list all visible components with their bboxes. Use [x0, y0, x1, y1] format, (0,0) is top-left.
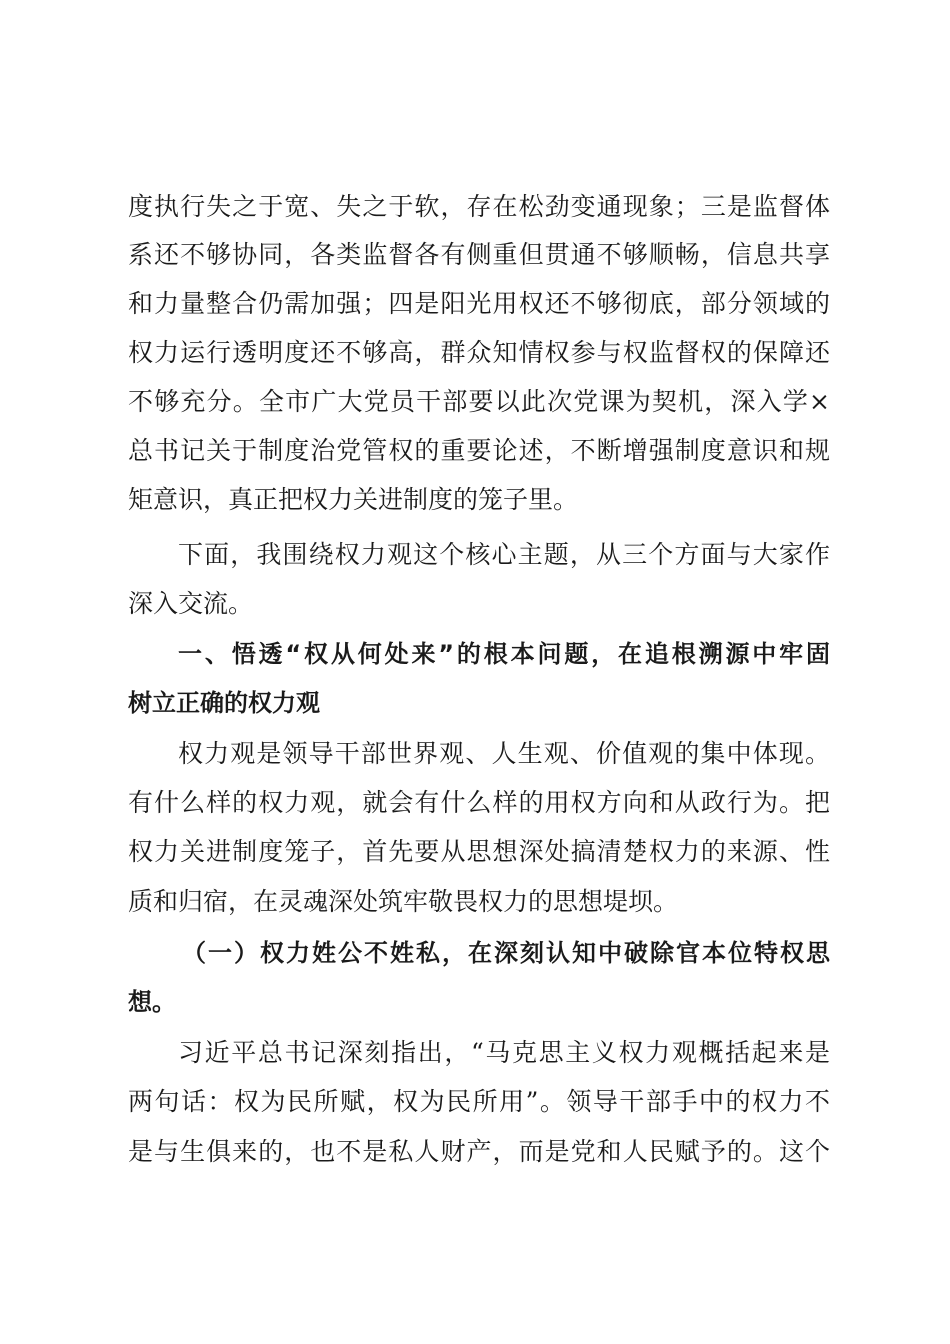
paragraph-first-line: 下面，我围绕权力观这个核心主题，从三个方面与大家作: [178, 540, 830, 569]
text-line: 矩意识，真正把权力关进制度的笼子里。: [128, 485, 579, 514]
section-heading-continued: 树立正确的权力观: [128, 689, 320, 717]
text-line: 深入交流。: [128, 589, 254, 618]
paragraph-first-line: 权力观是领导干部世界观、人生观、价值观的集中体现。: [178, 739, 830, 768]
subsection-heading-continued: 想。: [128, 988, 176, 1016]
text-line: 度执行失之于宽、失之于软，存在松劲变通现象；三是监督体: [128, 192, 830, 221]
text-line: 权力运行透明度还不够高，群众知情权参与权监督权的保障还: [128, 338, 830, 367]
text-line: 和力量整合仍需加强；四是阳光用权还不够彻底，部分领域的: [128, 289, 830, 318]
text-line: 有什么样的权力观，就会有什么样的用权方向和从政行为。把: [128, 788, 830, 817]
text-line: 不够充分。全市广大党员干部要以此次党课为契机，深入学×: [128, 387, 830, 416]
text-line: 总书记关于制度治党管权的重要论述，不断增强制度意识和规: [128, 436, 830, 465]
text-line: 系还不够协同，各类监督各有侧重但贯通不够顺畅，信息共享: [128, 240, 830, 269]
text-line: 两句话：权为民所赋，权为民所用”。领导干部手中的权力不: [128, 1087, 830, 1116]
paragraph-first-line: 习近平总书记深刻指出，“马克思主义权力观概括起来是: [178, 1038, 830, 1067]
subsection-heading: （一）权力姓公不姓私，在深刻认知中破除官本位特权思: [182, 939, 830, 967]
section-heading: 一、悟透“权从何处来”的根本问题，在追根溯源中牢固: [178, 640, 830, 668]
text-line: 质和归宿，在灵魂深处筑牢敬畏权力的思想堤坝。: [128, 887, 679, 916]
text-line: 权力关进制度笼子，首先要从思想深处搞清楚权力的来源、性: [128, 837, 830, 866]
text-line: 是与生俱来的，也不是私人财产，而是党和人民赋予的。这个: [128, 1137, 830, 1166]
